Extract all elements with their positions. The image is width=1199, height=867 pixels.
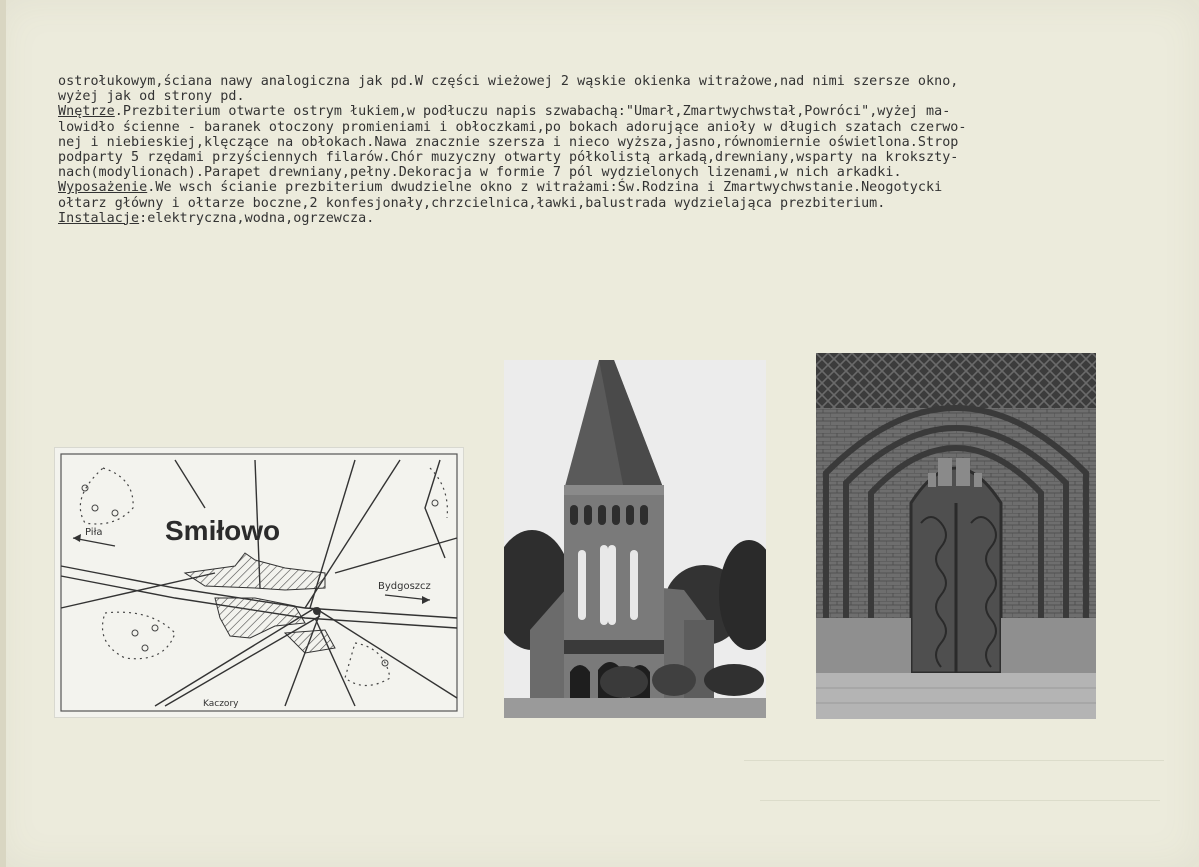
text-run: lowidło ścienne - baranek otoczony promieniami i obłoczkami,po bokach adorujące anioły w długich szatach czerwo- <box>58 119 967 135</box>
text-line <box>58 180 1173 195</box>
map-label-kaczory: Kaczory <box>203 699 239 709</box>
faint-line <box>744 760 1164 761</box>
map-title: Smiłowo <box>165 515 281 546</box>
map-drawing <box>55 448 463 717</box>
text-run: .Prezbiterium otwarte ostrym łukiem,w podłuczu napis szwabachą:"Umarł,Zmartwychwstał,Powróci",wyżej ma- <box>114 104 951 120</box>
text-line <box>58 74 1173 89</box>
text-run: ołtarz główny i ołtarze boczne,2 konfesjonały,chrzcielnica,ławki,balustrada wydzielająca prezbiterium. <box>58 195 886 211</box>
text-run: wyżej jak od strony pd. <box>58 89 245 105</box>
text-run: podparty 5 rzędami przyściennych filarów.Chór muzyczny otwarty półkolistą arkadą,drewniany,wsparty na krokszty- <box>58 149 959 165</box>
text-line <box>58 89 1173 104</box>
map-label-pila: Piła <box>85 527 103 538</box>
text-run: ostrołukowym,ściana nawy analogiczna jak pd.W części wieżowej 2 wąskie okienka witrażowe,nad nimi szersze okno, <box>58 74 959 89</box>
text-line <box>58 150 1173 165</box>
text-line <box>58 104 1173 119</box>
map-label-bydgoszcz: Bydgoszcz <box>378 581 431 592</box>
faint-line <box>760 800 1160 801</box>
text-line <box>58 211 1173 226</box>
church-illustration <box>504 360 766 718</box>
text-run: :elektryczna,wodna,ogrzewcza. <box>139 210 375 226</box>
portal-photo <box>816 353 1096 719</box>
section-heading: Wnętrze <box>58 104 115 120</box>
text-line <box>58 165 1173 180</box>
text-run: .We wsch ścianie prezbiterium dwudzielne okno z witrażami:Św.Rodzina i Zmartwychwstanie.Neogotycki <box>147 180 943 196</box>
village-map <box>54 447 464 718</box>
church-photo <box>504 360 766 718</box>
text-run: nej i niebieskiej,klęczące na obłokach.Nawa znacznie szersza i nieco wyższa,jasno,równomiernie oświetlona.Strop <box>58 134 959 150</box>
typed-description <box>58 74 1173 226</box>
sheet-edge <box>0 0 6 867</box>
text-run: nach(modylionach).Parapet drewniany,pełny.Dekoracja w formie 7 pól wydzielonych lizenami,w nich arkadki. <box>58 165 902 181</box>
portal-illustration <box>816 353 1096 719</box>
text-line <box>58 120 1173 135</box>
text-line <box>58 196 1173 211</box>
text-line <box>58 135 1173 150</box>
section-heading: Instalacje <box>58 210 140 226</box>
section-heading: Wyposażenie <box>58 180 148 196</box>
